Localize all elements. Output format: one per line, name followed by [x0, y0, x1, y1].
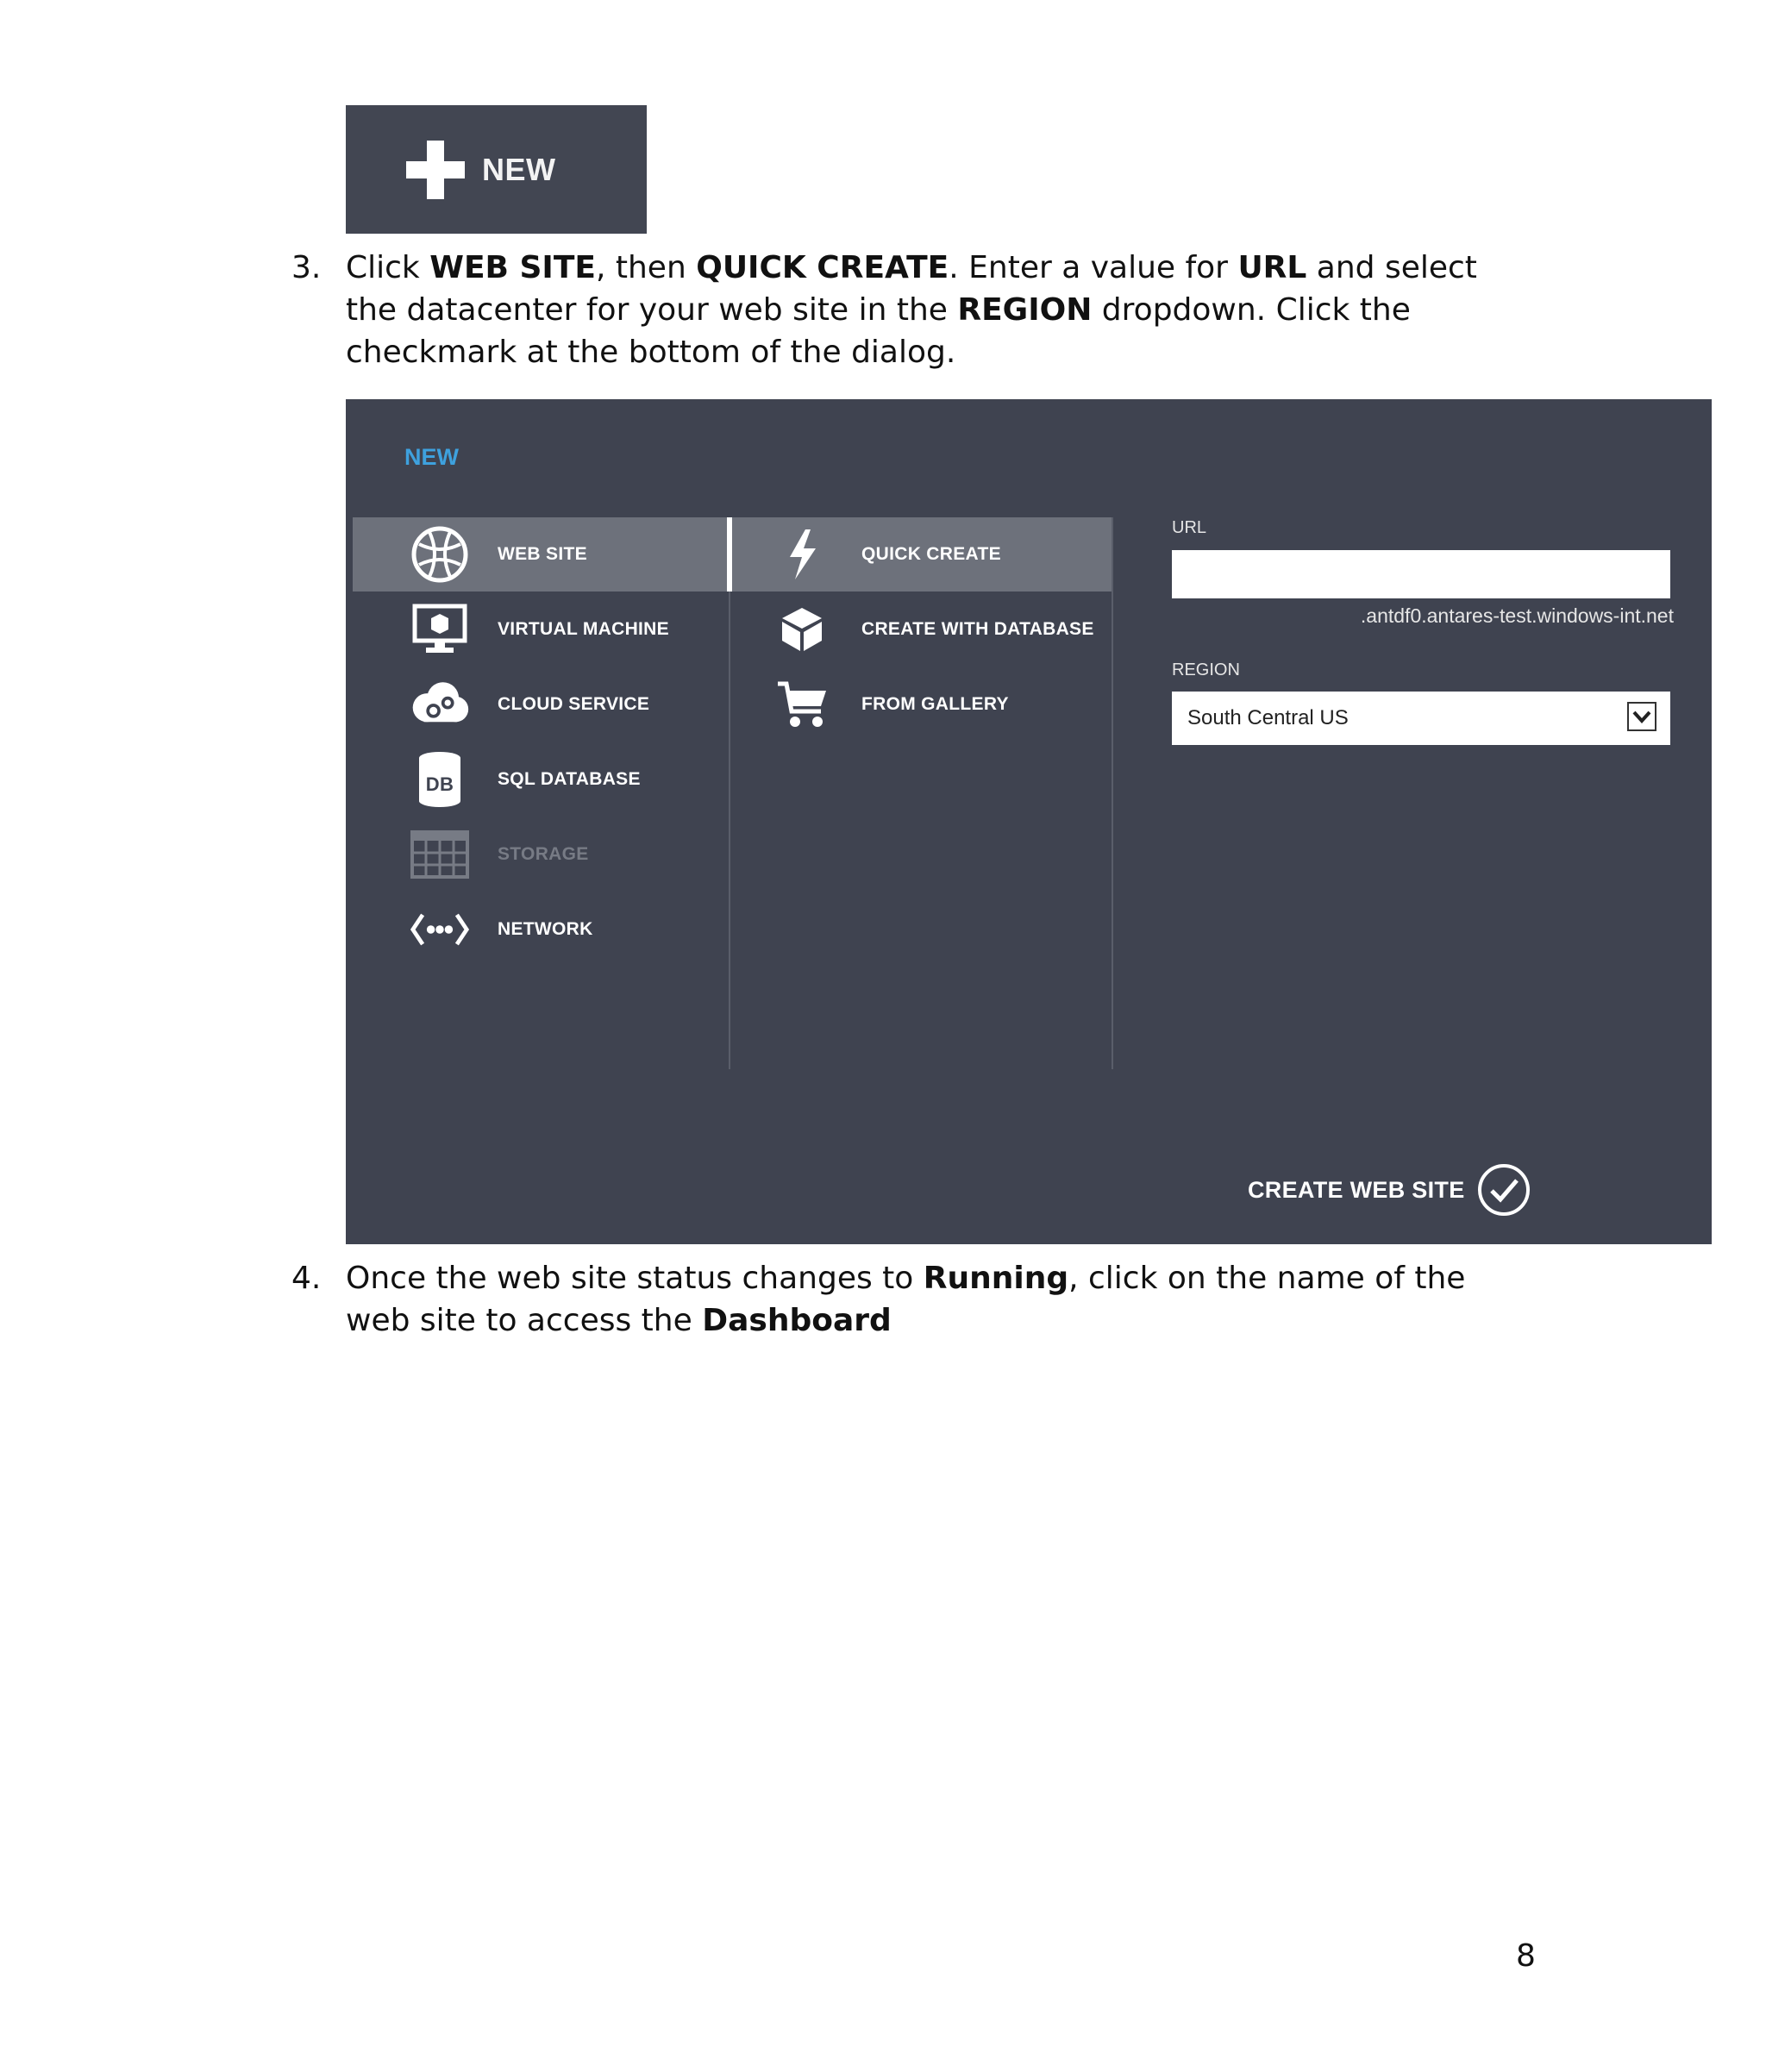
service-label: WEB SITE — [498, 544, 587, 564]
create-web-site-label: CREATE WEB SITE — [1248, 1176, 1465, 1203]
network-icon — [410, 899, 470, 960]
step-text: Click WEB SITE, then QUICK CREATE. Enter a value for URL and select the datacenter for your web site in the REGION dropdown. Click the checkmark at the bottom of the dialog. — [346, 250, 1477, 370]
chevron-down-icon[interactable] — [1627, 702, 1656, 731]
action-item-create-with-database[interactable] — [732, 592, 1112, 667]
dialog-title: NEW — [404, 444, 459, 470]
action-item-quick-create[interactable] — [732, 517, 1112, 592]
column-divider — [1112, 517, 1113, 1069]
service-item-sql-database[interactable] — [353, 742, 727, 817]
service-label: STORAGE — [498, 844, 589, 864]
service-item-network[interactable] — [353, 892, 727, 967]
step-number: 4. — [291, 1261, 322, 1296]
plus-icon — [406, 141, 465, 199]
service-item-web-site[interactable] — [353, 517, 727, 592]
service-item-storage[interactable] — [353, 817, 727, 892]
column-divider — [729, 517, 730, 1069]
url-input[interactable] — [1172, 550, 1670, 598]
monitor-icon — [410, 599, 470, 660]
url-label: URL — [1172, 518, 1207, 537]
cloud-gears-icon — [410, 674, 470, 735]
globe-icon — [410, 524, 470, 585]
lightning-icon — [772, 524, 832, 585]
box-icon — [772, 599, 832, 660]
new-button-label: NEW — [482, 151, 556, 187]
create-web-site-button[interactable] — [1248, 1163, 1531, 1217]
new-dialog — [346, 399, 1712, 1244]
action-label: CREATE WITH DATABASE — [861, 619, 1094, 639]
svg-text:DB: DB — [425, 773, 454, 795]
storage-grid-icon — [410, 824, 470, 885]
action-label: QUICK CREATE — [861, 544, 1001, 564]
page-number: 8 — [1516, 1938, 1536, 1974]
service-item-cloud-service[interactable] — [353, 667, 727, 742]
region-value: South Central US — [1187, 706, 1349, 729]
new-button[interactable] — [346, 105, 647, 234]
service-label: CLOUD SERVICE — [498, 694, 650, 714]
cart-icon — [772, 674, 832, 735]
service-label: VIRTUAL MACHINE — [498, 619, 669, 639]
service-label: NETWORK — [498, 919, 593, 939]
step-text: Once the web site status changes to Running, click on the name of the web site to access the Dashboard — [346, 1261, 1466, 1338]
region-select[interactable] — [1172, 692, 1670, 745]
url-suffix: .antdf0.antares-test.windows-int.net — [1360, 604, 1674, 627]
service-label: SQL DATABASE — [498, 769, 641, 789]
step-number: 3. — [291, 250, 322, 285]
checkmark-circle-icon[interactable] — [1477, 1163, 1531, 1217]
action-item-from-gallery[interactable] — [732, 667, 1112, 742]
database-icon — [410, 749, 470, 810]
region-label: REGION — [1172, 660, 1240, 679]
service-item-virtual-machine[interactable] — [353, 592, 727, 667]
action-label: FROM GALLERY — [861, 694, 1009, 714]
